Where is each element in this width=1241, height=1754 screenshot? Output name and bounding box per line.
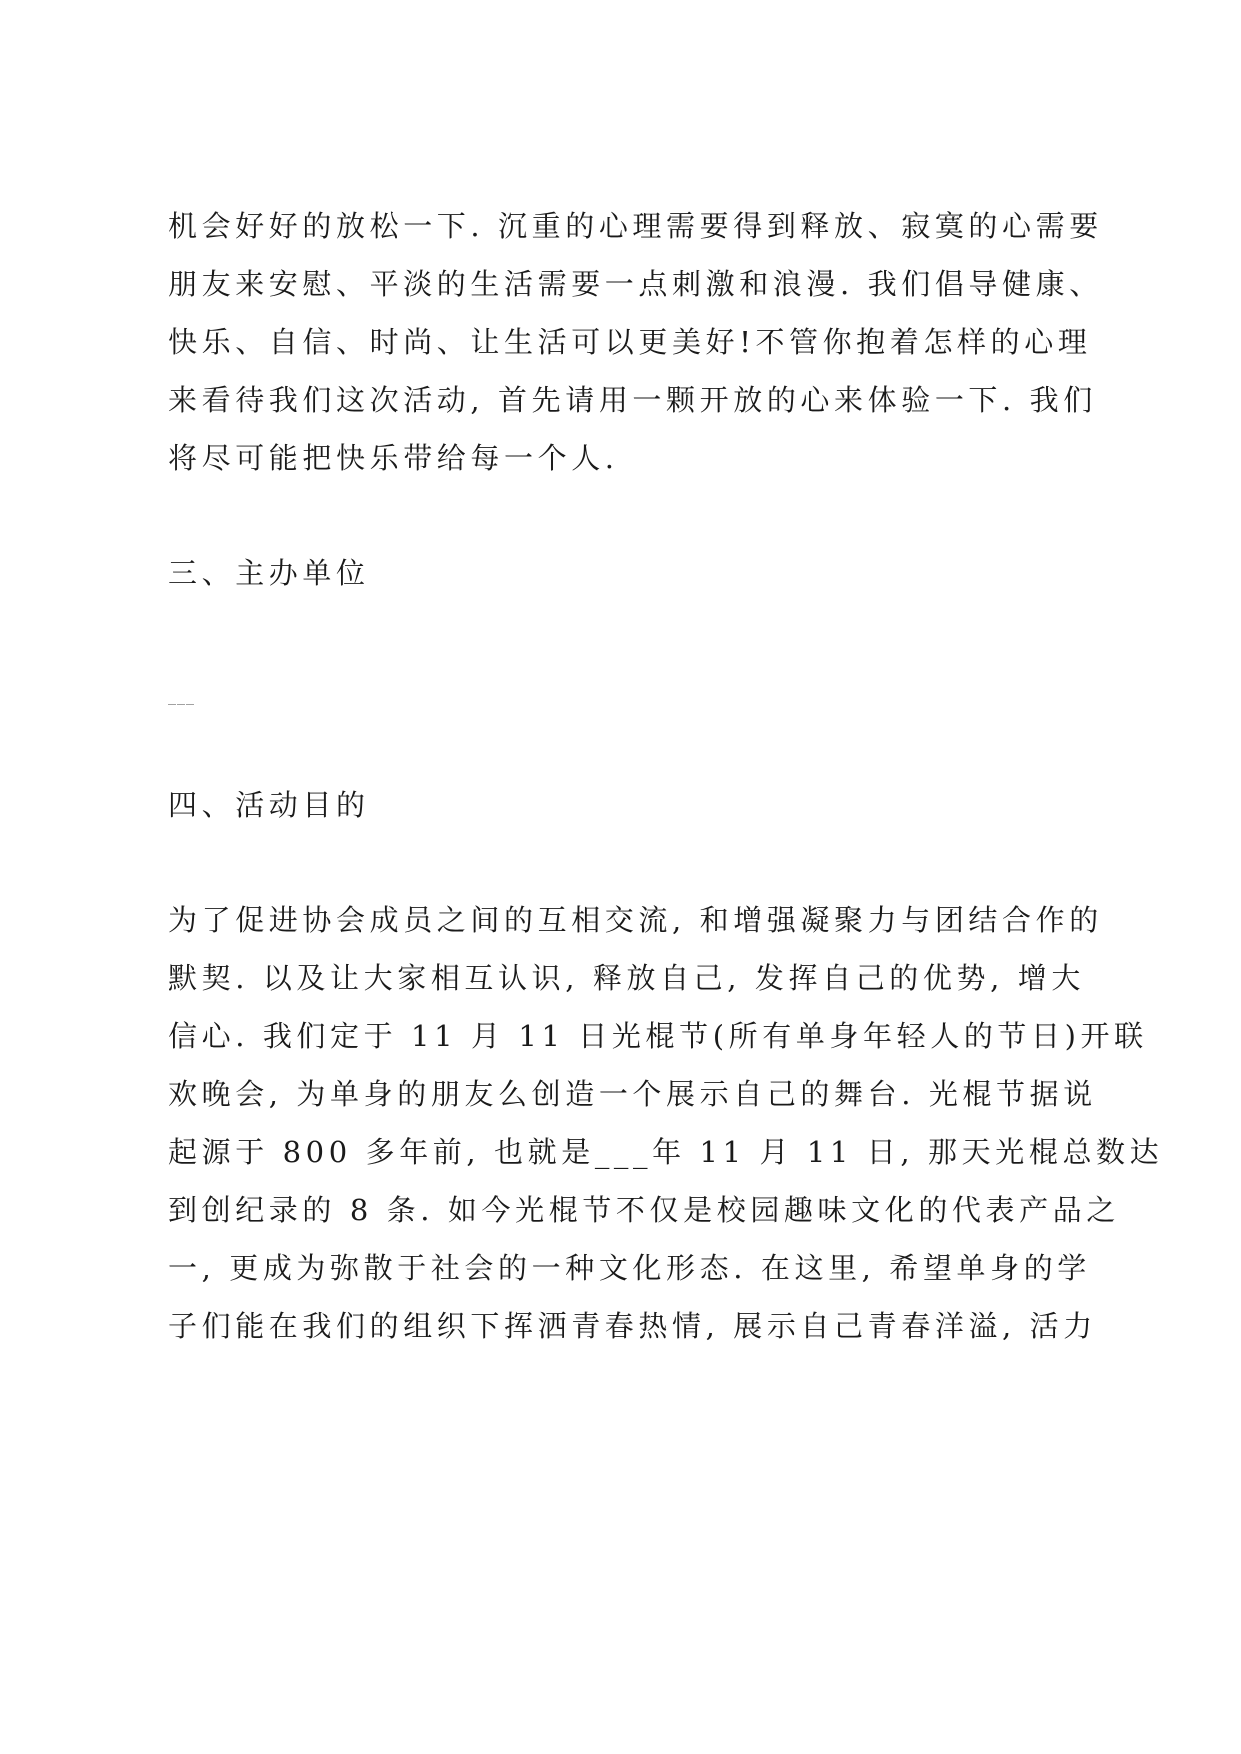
paragraph-line: 快乐、自信、时尚、让生活可以更美好!不管你抱着怎样的心理 xyxy=(168,325,1092,359)
paragraph-line: 到创纪录的 8 条. 如今光棍节不仅是校园趣味文化的代表产品之 xyxy=(168,1193,1120,1227)
paragraph-line: 起源于 800 多年前, 也就是___年 11 月 11 日, 那天光棍总数达 xyxy=(168,1135,1164,1169)
paragraph-line: 信心. 我们定于 11 月 11 日光棍节(所有单身年轻人的节日)开联 xyxy=(168,1019,1148,1053)
paragraph-line: 欢晚会, 为单身的朋友么创造一个展示自己的舞台. 光棍节据说 xyxy=(168,1077,1097,1111)
organizer-blank: ___ xyxy=(168,686,195,705)
paragraph-line: 默契. 以及让大家相互认识, 释放自己, 发挥自己的优势, 增大 xyxy=(168,961,1085,995)
paragraph-line: 一, 更成为弥散于社会的一种文化形态. 在这里, 希望单身的学 xyxy=(168,1251,1091,1285)
section-heading-organizer: 三、主办单位 xyxy=(168,556,370,590)
section-heading-purpose: 四、活动目的 xyxy=(168,788,370,822)
paragraph-line: 子们能在我们的组织下挥洒青春热情, 展示自己青春洋溢, 活力 xyxy=(168,1309,1097,1343)
paragraph-line: 朋友来安慰、平淡的生活需要一点刺激和浪漫. 我们倡导健康、 xyxy=(168,267,1103,301)
paragraph-line: 将尽可能把快乐带给每一个人. xyxy=(168,441,619,475)
paragraph-line: 机会好好的放松一下. 沉重的心理需要得到释放、寂寞的心需要 xyxy=(168,209,1103,243)
paragraph-line: 来看待我们这次活动, 首先请用一颗开放的心来体验一下. 我们 xyxy=(168,383,1097,417)
paragraph-line: 为了促进协会成员之间的互相交流, 和增强凝聚力与团结合作的 xyxy=(168,903,1103,937)
